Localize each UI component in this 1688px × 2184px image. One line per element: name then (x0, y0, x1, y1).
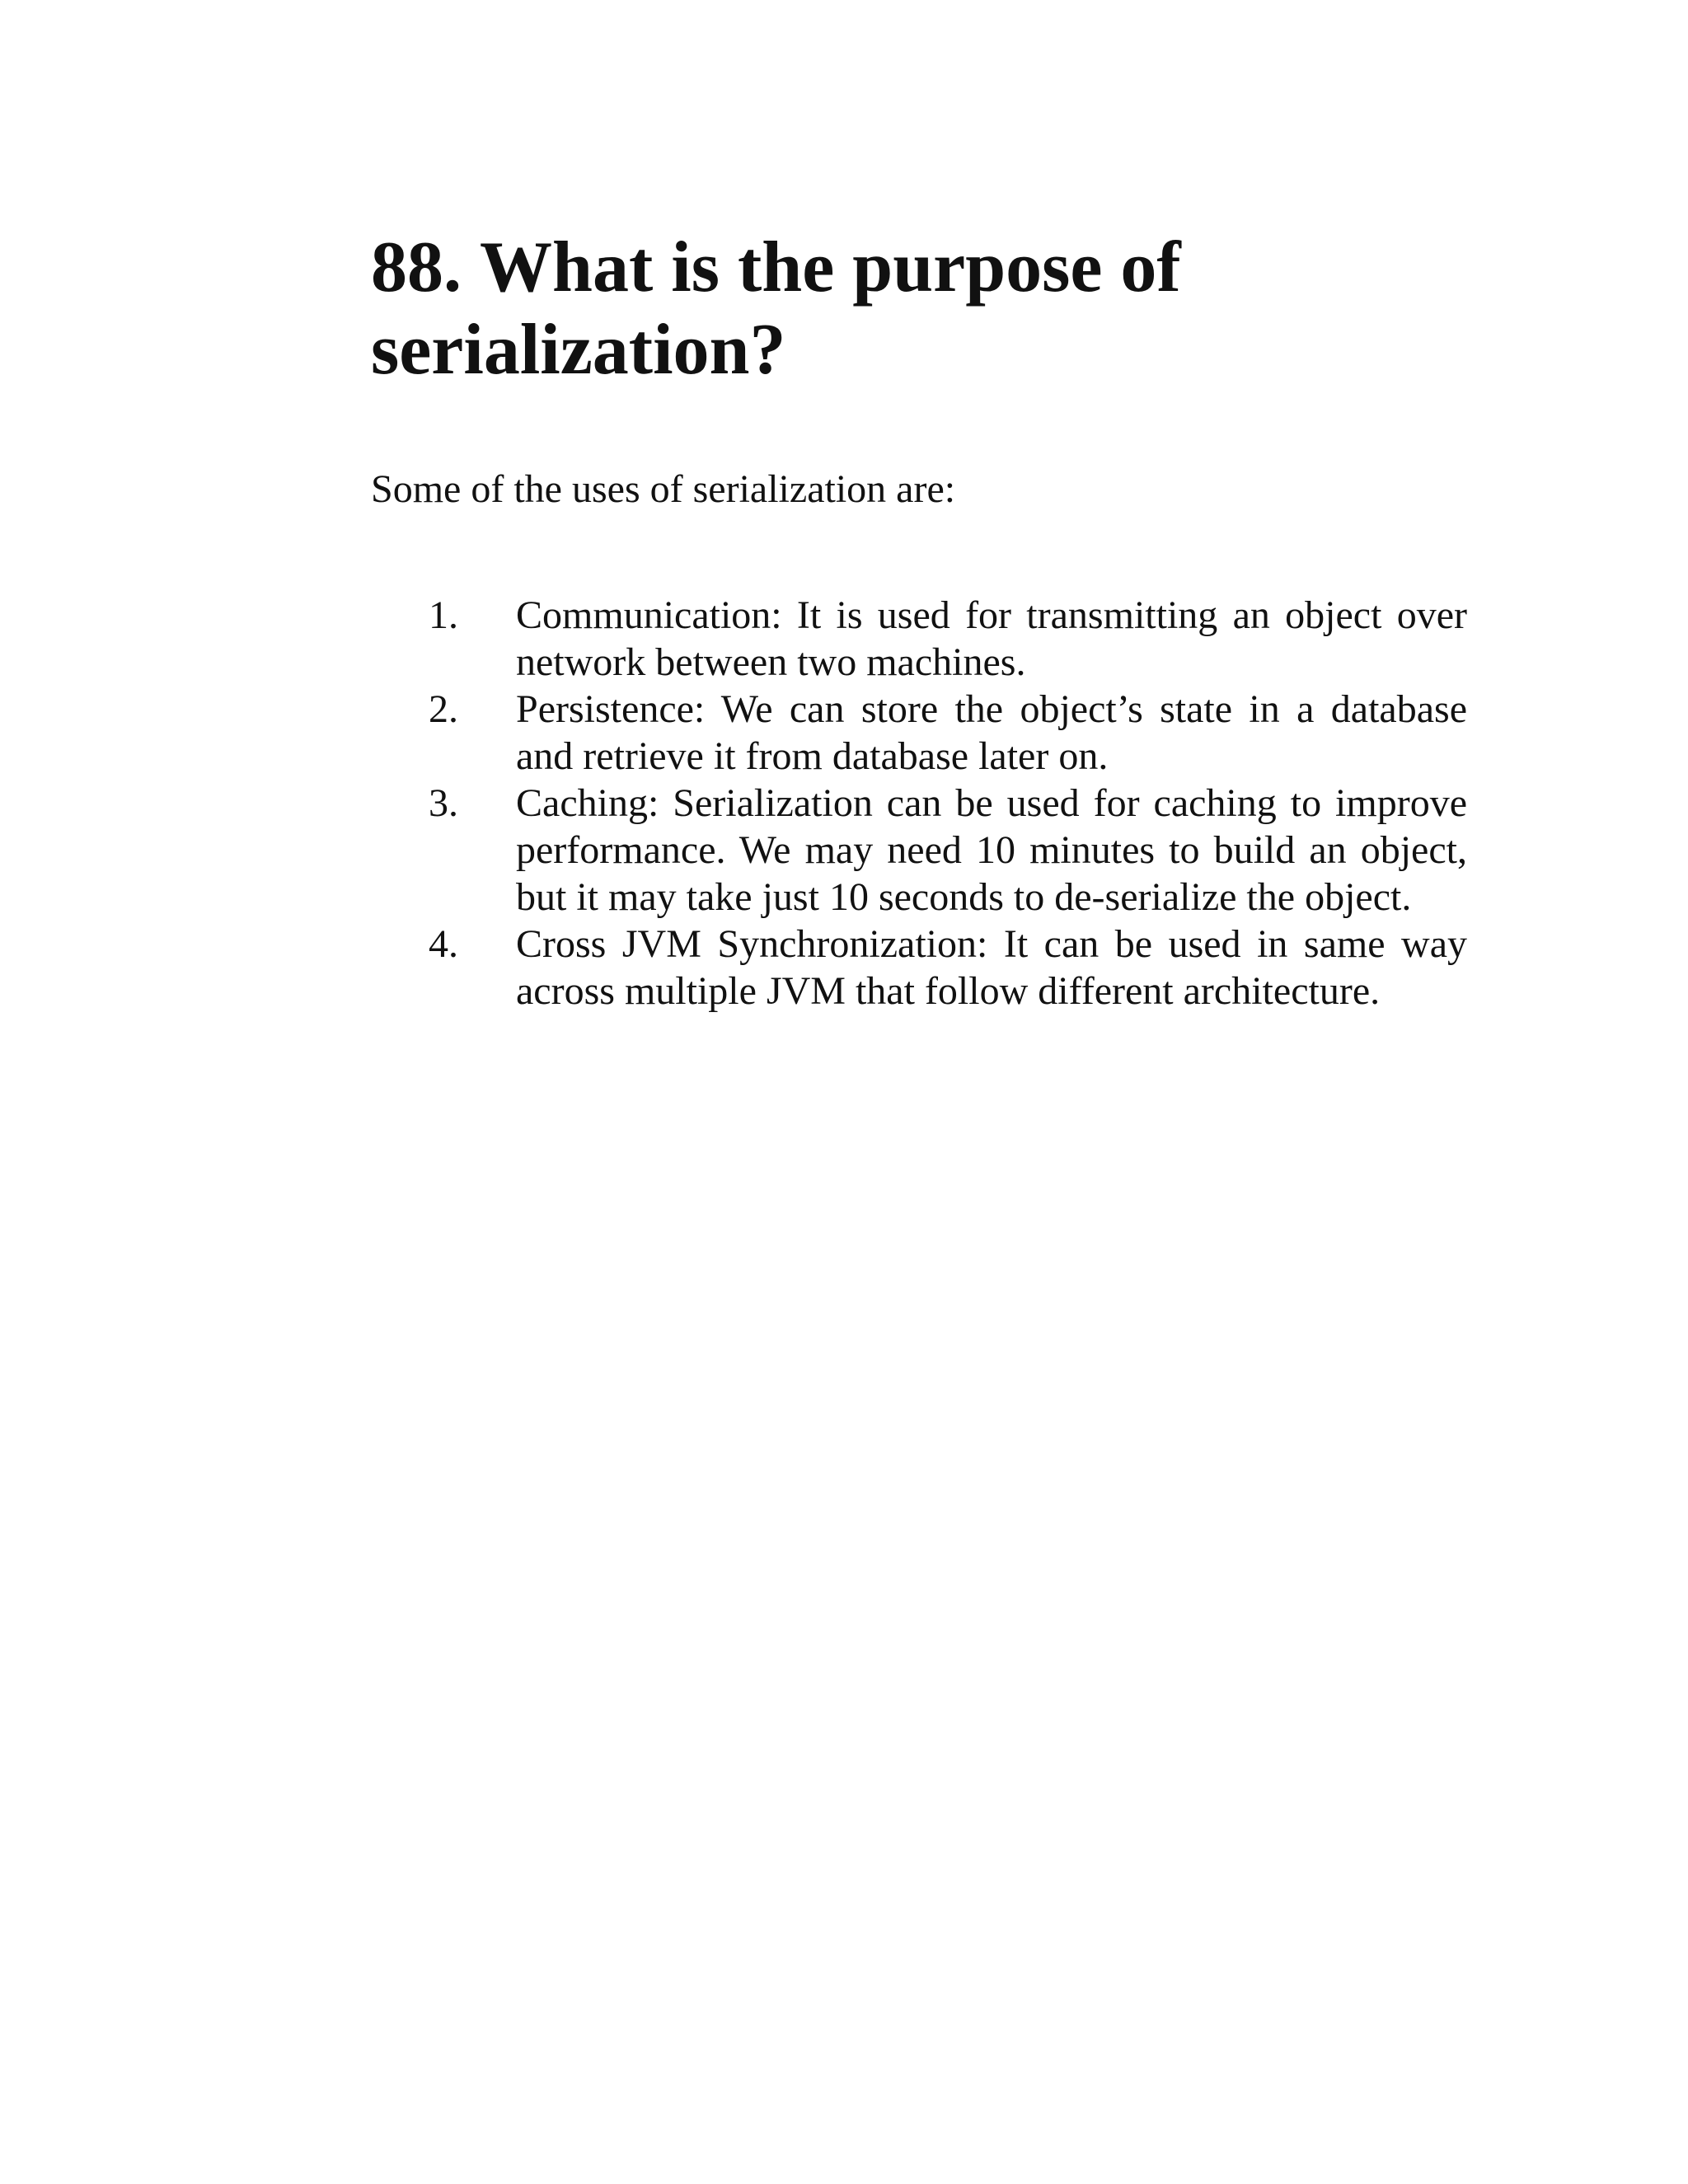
question-number: 88. (371, 227, 462, 307)
question-title: What is the purpose of serialization? (371, 227, 1181, 390)
list-item-number: 3. (429, 781, 458, 825)
list-item-number: 2. (429, 687, 458, 731)
list-item (371, 921, 1467, 1015)
list-item-number: 4. (429, 922, 458, 966)
list-item-text: Communication: It is used for transmitting an object over network between two machines. (516, 593, 1467, 684)
list-item-text: Cross JVM Synchronization: It can be used in same way across multiple JVM that follow different architecture. (516, 922, 1467, 1013)
list-item-number: 1. (429, 593, 458, 637)
uses-list (371, 592, 1467, 1015)
list-item-text: Persistence: We can store the object’s state in a database and retrieve it from database later on. (516, 687, 1467, 778)
intro-text: Some of the uses of serialization are: (371, 467, 956, 511)
list-item (371, 780, 1467, 921)
list-item (371, 686, 1467, 780)
page-title (371, 227, 1492, 391)
list-item (371, 592, 1467, 686)
list-item-text: Caching: Serialization can be used for caching to improve performance. We may need 10 minutes to build an object, but it may take just 10 seconds to de-serialize the object. (516, 781, 1467, 919)
